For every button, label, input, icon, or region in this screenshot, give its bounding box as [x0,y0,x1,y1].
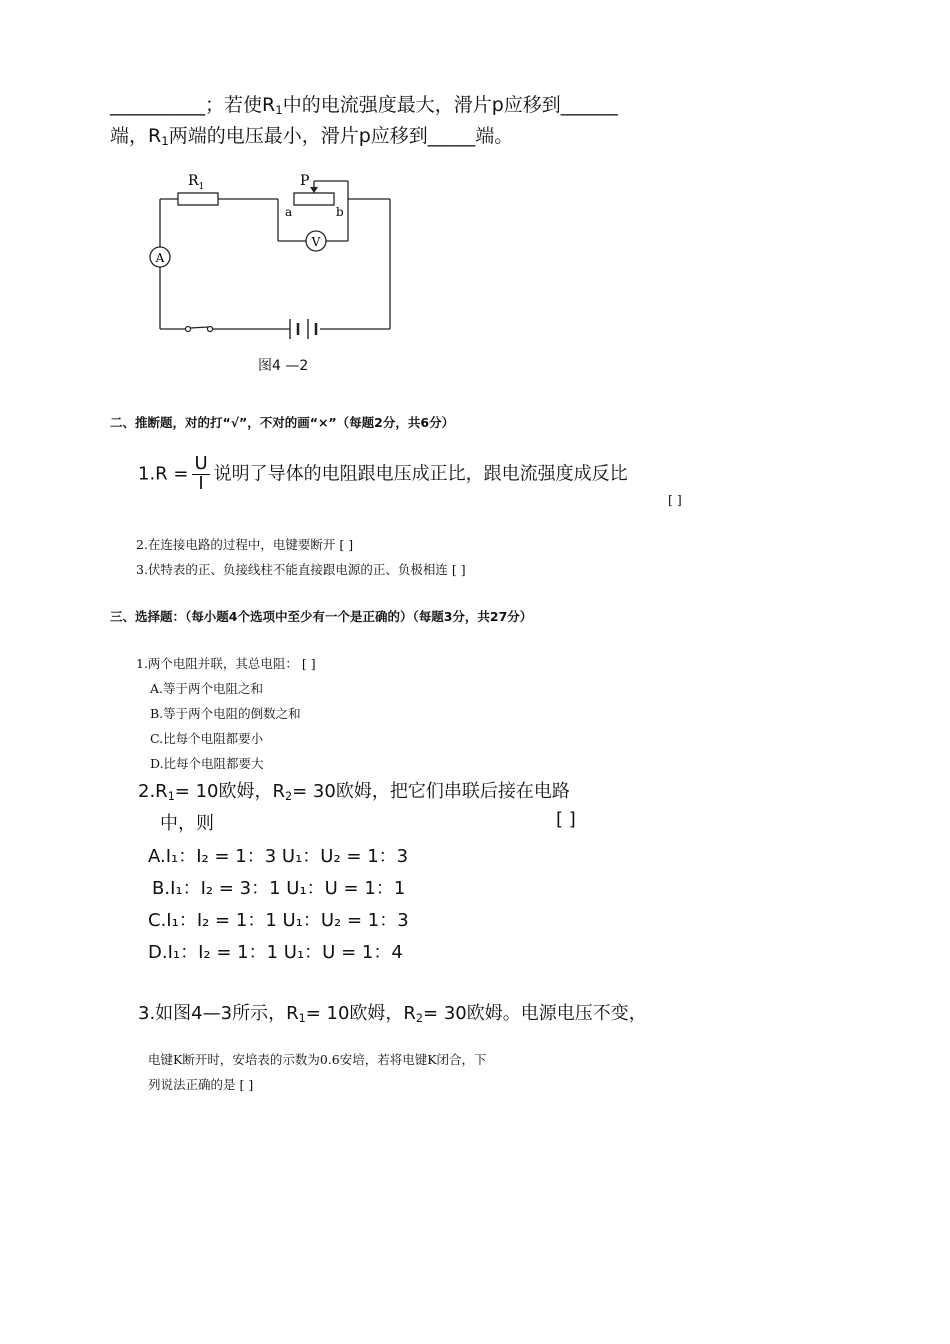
rheostat [294,193,334,205]
section3-heading: 三、选择题：（每小题4个选项中至少有一个是正确的）（每题3分，共27分） [110,609,533,624]
fraction-u-over-i: $\frac{U}{I}$ [194,453,208,494]
s3-question-3: 3.如图4—3所示，$R_1= 10$欧姆，$R_2= 30$欧姆。电源电压不变， [138,1003,647,1025]
slider-p-label: P [300,173,310,189]
slider-arrow-icon [310,187,318,193]
r1-label: $R_1$ [188,173,205,192]
circuit-diagram [140,165,410,380]
s3-q2-line-2: 中，则 [160,813,214,834]
figure-caption: 图4 —2 [258,358,309,374]
s3-q1-option-a: A.等于两个电阻之和 [150,681,264,696]
s2-question-3: 3.伏特表的正、负接线柱不能直接跟电源的正、负极相连 [ ] [136,562,466,577]
terminal-b-label: b [336,205,344,219]
s3-question-2: $2.R_1= 10$欧姆，$R_2= 30$欧姆，把它们串联后接在电路 [138,781,570,803]
s3-q2-option-d: D.I₁：I₂ = 1：1 U₁：U = 1：4 [148,942,403,963]
battery [290,319,320,339]
s2-q1-answer-bracket: [ ] [668,492,682,507]
s2-question-1: 1.R = $\frac{U}{I}$ 说明了导体的电阻跟电压成正比，跟电流强度成反比 [138,453,628,494]
section2-heading: 二、推断题，对的打“√”，不对的画“×”（每题2分，共6分） [110,415,455,430]
blank: ______ [560,94,618,116]
fill-in-line-2: 端，$R_1$两端的电压最小，滑片p应移到_____端。 [110,125,514,148]
terminal-a-label: a [285,205,293,219]
s3-question-1: 1.两个电阻并联，其总电阻： [ ] [136,656,316,671]
s3-q2-option-b: B.I₁：I₂ = 3：1 U₁：U = 1：1 [152,878,406,899]
blank: __________ [110,94,205,116]
s3-q2-option-c: C.I₁：I₂ = 1：1 U₁：U₂ = 1：3 [148,910,409,931]
s3-q1-option-c: C.比每个电阻都要小 [150,731,264,746]
blank: _____ [427,125,476,147]
s2-question-2: 2.在连接电路的过程中，电键要断开 [ ] [136,537,354,552]
r1-resistor [178,193,218,205]
s3-q1-option-d: D.比每个电阻都要大 [150,756,264,771]
fill-in-line-1: __________；若使$R_1$中的电流强度最大，滑片p应移到______ [110,94,618,117]
ammeter-label: A [155,251,165,265]
s3-q1-option-b: B.等于两个电阻的倒数之和 [150,706,301,721]
s3-q2-answer-bracket: [ ] [556,809,576,830]
voltmeter-label: V [311,235,321,249]
s3-q3-text-1: 电键K断开时，安培表的示数为0.6安培，若将电键K闭合，下 [148,1052,487,1067]
switch [186,327,213,332]
s3-q2-option-a: A.I₁：I₂ = 1：3 U₁：U₂ = 1：3 [148,846,409,867]
s3-q3-text-2: 列说法正确的是 [ ] [148,1077,254,1092]
